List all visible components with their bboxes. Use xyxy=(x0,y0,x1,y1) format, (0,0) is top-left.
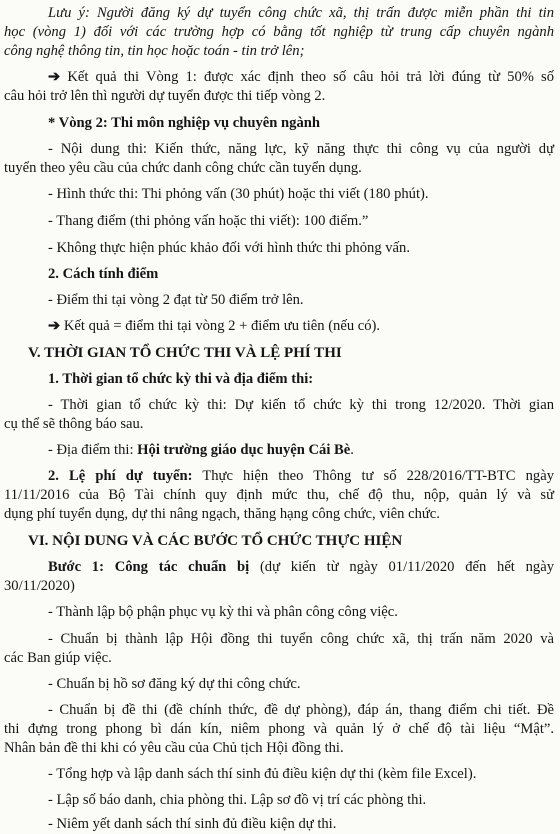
step1-item-1: - Thành lập bộ phận phục vụ kỳ thi và phân công công việc. xyxy=(48,604,398,620)
note-line-2: học (vòng 1) đối với các trường hợp có bằng tốt nghiệp từ trung cấp chuyên ngành xyxy=(4,24,554,40)
section-v-sub1: 1. Thời gian tổ chức kỳ thi và địa điểm thi: xyxy=(48,371,314,387)
round1-result-line-1: ➔ Kết quả thi Vòng 1: được xác định theo số câu hỏi trả lời đúng từ 50% số xyxy=(48,69,554,85)
step1-line-2: 30/11/2020) xyxy=(4,578,75,594)
round2-form: - Hình thức thi: Thi phỏng vấn (30 phút) hoặc thi viết (180 phút). xyxy=(48,186,429,202)
section-vi-heading: VI. NỘI DUNG VÀ CÁC BƯỚC TỔ CHỨC THỰC HIỆN xyxy=(28,533,403,549)
fee-line-1: 2. Lệ phí dự tuyển: Thực hiện theo Thông tư số 228/2016/TT-BTC ngày xyxy=(48,468,554,484)
scoring-line-2: ➔ Kết quả = điểm thi tại vòng 2 + điểm ưu tiên (nếu có). xyxy=(48,318,381,334)
step1-item-4-line-1: - Chuẩn bị đề thi (đề chính thức, đề dự phòng), đáp án, thang điểm chi tiết. Đề xyxy=(48,702,554,718)
arrow-right-icon: ➔ xyxy=(48,69,61,85)
step1-item-3: - Chuẩn bị hồ sơ đăng ký dự thi công chức. xyxy=(48,676,301,692)
round1-result-line-2: câu hỏi trở lên thì người dự tuyển được thi tiếp vòng 2. xyxy=(4,88,326,104)
note-line-3: công nghệ thông tin, tin học hoặc toán - tin trở lên; xyxy=(4,43,305,59)
step1-item-6: - Lập số báo danh, chia phòng thi. Lập sơ đồ vị trí các phòng thi. xyxy=(48,792,427,808)
section-v-heading: V. THỜI GIAN TỔ CHỨC THI VÀ LỆ PHÍ THI xyxy=(28,345,342,361)
step1-item-7: - Niêm yết danh sách thí sinh đủ điều kiện dự thi. xyxy=(48,816,337,832)
scoring-heading: 2. Cách tính điểm xyxy=(48,266,159,282)
round2-content-line-2: tuyển theo yêu cầu của chức danh công chức cần tuyển dụng. xyxy=(4,160,362,176)
round2-scale: - Thang điểm (thi phỏng vấn hoặc thi viết): 100 điểm.” xyxy=(48,213,369,229)
step1-item-4-line-2: thi đựng trong phong bì dán kín, niêm phong và quản lý ở chế độ tài liệu “Mật”. xyxy=(4,721,554,737)
exam-time-line-1: - Thời gian tổ chức kỳ thi: Dự kiến tổ chức kỳ thi trong 12/2020. Thời gian xyxy=(48,397,554,413)
scoring-line-1: - Điểm thi tại vòng 2 đạt từ 50 điểm trở lên. xyxy=(48,292,304,308)
round2-content-line-1: - Nội dung thi: Kiến thức, năng lực, kỹ năng thực thi công vụ của người dự xyxy=(48,141,554,157)
exam-time-line-2: cụ thể sẽ thông báo sau. xyxy=(4,416,144,432)
arrow-right-icon: ➔ xyxy=(48,318,61,334)
step1-item-2-line-2: các Ban giúp việc. xyxy=(4,650,112,666)
step1-item-2-line-1: - Chuẩn bị thành lập Hội đồng thi tuyển công chức xã, thị trấn năm 2020 và xyxy=(48,631,554,647)
round2-heading: * Vòng 2: Thi môn nghiệp vụ chuyên ngành xyxy=(48,115,320,131)
step1-item-5: - Tổng hợp và lập danh sách thí sinh đủ điều kiện dự thi (kèm file Excel). xyxy=(48,766,477,782)
step1-line-1: Bước 1: Công tác chuẩn bị (dự kiến từ ngày 01/11/2020 đến hết ngày xyxy=(48,559,554,575)
fee-line-3: dụng phí tuyển dụng, dự thi nâng ngạch, thăng hạng công chức, viên chức. xyxy=(4,506,440,522)
round2-no-review: - Không thực hiện phúc khảo đối với hình thức thi phỏng vấn. xyxy=(48,240,410,256)
fee-line-2: 11/11/2016 của Bộ Tài chính quy định mức thu, chế độ thu, nộp, quản lý và sử xyxy=(4,487,554,503)
note-line-1: Lưu ý: Người đăng ký dự tuyển công chức xã, thị trấn được miễn phần thi tin xyxy=(48,5,554,21)
step1-item-4-line-3: Nhân bản đề thi khi có yêu cầu của Chủ tịch Hội đồng thi. xyxy=(4,740,344,756)
exam-place: - Địa điểm thi: Hội trường giáo dục huyện Cái Bè. xyxy=(48,442,354,458)
